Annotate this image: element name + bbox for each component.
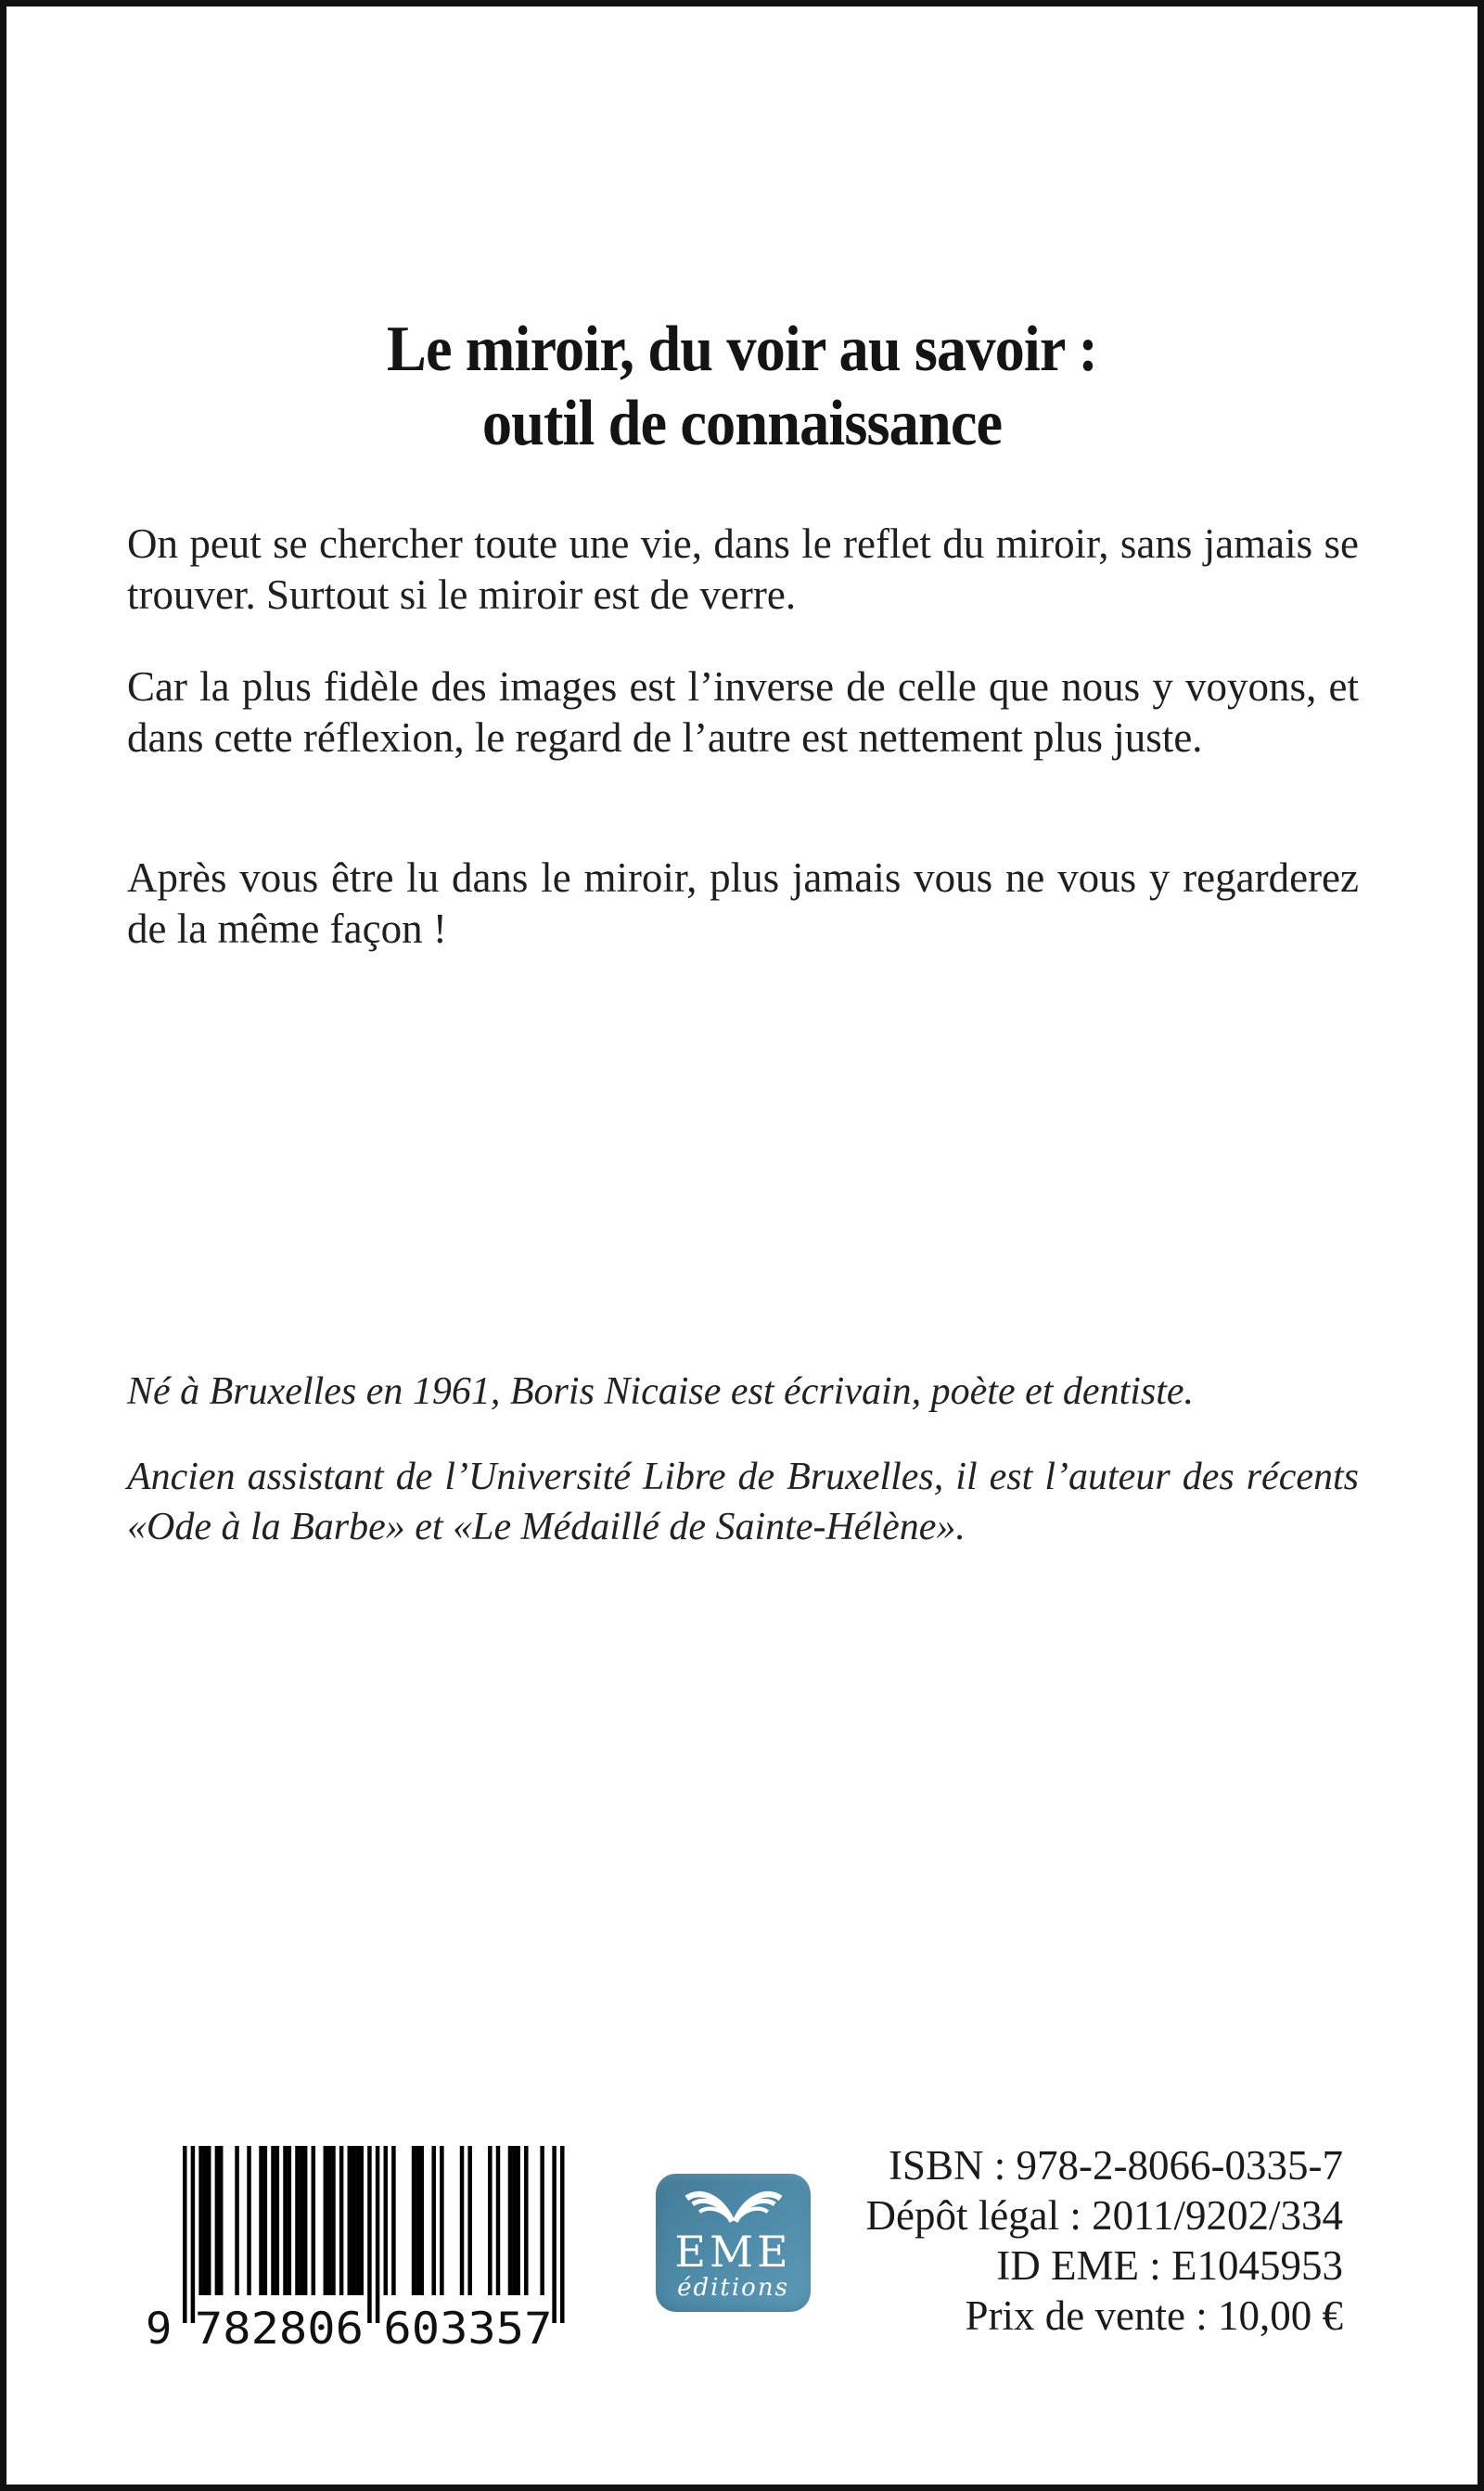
book-title-line-1: Le miroir, du voir au savoir :: [386, 314, 1098, 385]
book-title: [65, 313, 1418, 461]
svg-text:9: 9: [146, 2304, 173, 2350]
id-eme-line: ID EME : E1045953: [996, 2242, 1343, 2289]
blurb-paragraph-3: Après vous être lu dans le miroir, plus jamais vous ne vous y regarderez de la même façon !: [127, 854, 1359, 952]
publisher-subtitle: éditions: [677, 2274, 789, 2302]
publisher-name: EME: [674, 2227, 792, 2277]
svg-text:782806: 782806: [194, 2304, 364, 2350]
open-book-icon: [681, 2182, 787, 2229]
blurb-paragraph-2: Car la plus fidèle des images est l’inverse de celle que nous y voyons, et dans cette réflexion, le regard de l’autre est nettement plus juste.: [127, 663, 1359, 761]
author-bio-paragraph-1: Né à Bruxelles en 1961, Boris Nicaise est écrivain, poète et dentiste.: [127, 1370, 1195, 1413]
blurb-paragraph-1: On peut se chercher toute une vie, dans le reflet du miroir, sans jamais se trouver. Surtout si le miroir est de verre.: [127, 520, 1359, 618]
imprint-block: [865, 2140, 1343, 2341]
depot-legal-line: Dépôt légal : 2011/9202/334: [865, 2192, 1343, 2239]
publisher-logo: [656, 2174, 811, 2312]
ean13-barcode: [144, 2146, 572, 2350]
isbn-line: ISBN : 978-2-8066-0335-7: [889, 2142, 1343, 2189]
price-line: Prix de vente : 10,00 €: [965, 2292, 1343, 2339]
book-title-line-2: outil de connaissance: [481, 388, 1003, 459]
svg-text:603357: 603357: [383, 2304, 553, 2350]
author-bio-paragraph-2: Ancien assistant de l’Université Libre de Bruxelles, il est l’auteur des récents «Ode à la Barbe» et «Le Médaillé de Sainte-Hélène».: [127, 1456, 1359, 1548]
